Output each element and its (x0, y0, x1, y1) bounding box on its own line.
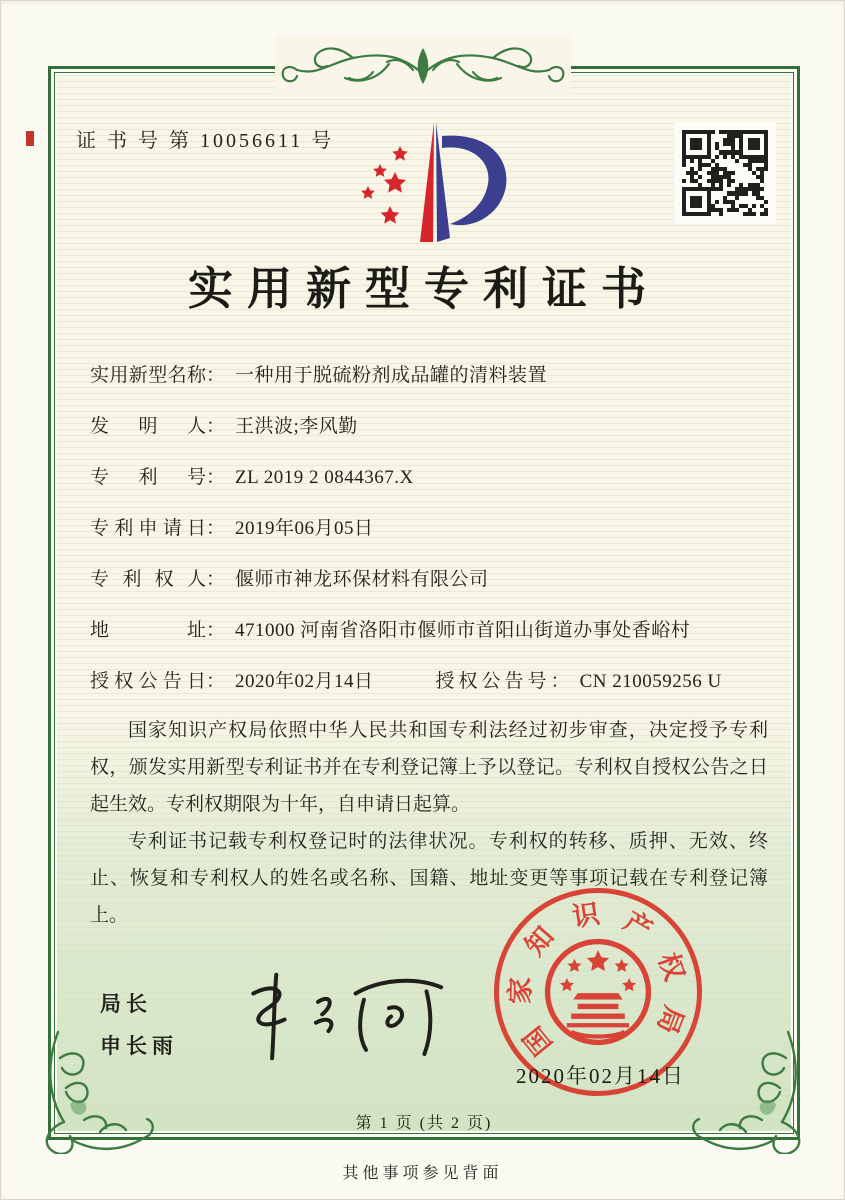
field-grant-number: 授权公告号 ： CN 210059256 U (436, 668, 722, 695)
field-utility-model-name: 实用新型名称 ： 一种用于脱硫粉剂成品罐的清料装置 (90, 362, 768, 413)
field-label: 专利申请日 (90, 518, 206, 539)
patent-fields (90, 362, 768, 719)
field-label: 发明人 (90, 416, 206, 437)
seal-character: 权 (652, 949, 690, 985)
field-patent-number: 专利号 ： ZL 2019 2 0844367.X (90, 464, 768, 515)
legal-text (90, 712, 768, 934)
signer-title: 局长 (100, 992, 152, 1016)
field-value: CN 210059256 U (579, 671, 722, 692)
seal-character: 识 (570, 898, 602, 933)
back-side-note: 其他事项参见背面 (342, 1165, 503, 1182)
field-label: 授权公告号 (435, 671, 551, 692)
field-address: 地址 ： 471000 河南省洛阳市偃师市首阳山街道办事处香峪村 (90, 617, 768, 668)
dragon-ornament-icon (211, 36, 635, 98)
certificate-title: 实用新型专利证书 (187, 264, 660, 314)
signer-name: 申长雨 (100, 1034, 178, 1058)
floral-corner-ornament-icon (36, 1026, 154, 1154)
field-label: 地址 (90, 620, 206, 641)
page-number: 第 1 页 (共 2 页) (355, 1115, 493, 1132)
field-grant-date: 授权公告日 ： 2020年02月14日 授权公告号 ： CN 210059256 U (90, 668, 768, 719)
field-value: 2019年06月05日 (235, 518, 374, 539)
registration-mark (26, 131, 34, 146)
field-value: ZL 2019 2 0844367.X (235, 467, 414, 488)
field-label: 专利号 (90, 467, 206, 488)
qr-code-pattern (682, 130, 768, 216)
seal-character: 知 (519, 921, 560, 962)
field-filing-date: 专利申请日 ： 2019年06月05日 (90, 515, 768, 566)
floral-corner-ornament-icon (692, 1026, 810, 1154)
field-value: 一种用于脱硫粉剂成品罐的清料装置 (235, 365, 548, 386)
field-value: 2020年02月14日 (235, 671, 374, 692)
director-signature-icon (222, 962, 462, 1072)
field-patentee: 专利权人 ： 偃师市神龙环保材料有限公司 (90, 566, 768, 617)
field-value: 471000 河南省洛阳市偃师市首阳山街道办事处香峪村 (235, 620, 691, 641)
field-inventor: 发明人 ： 王洪波;李风勤 (90, 413, 768, 464)
field-label: 专利权人 (90, 569, 206, 590)
field-value: 偃师市神龙环保材料有限公司 (235, 569, 489, 590)
field-value: 王洪波;李风勤 (235, 416, 358, 437)
field-label: 实用新型名称 (90, 365, 206, 386)
seal-character: 家 (505, 976, 536, 1005)
seal-character: 局 (651, 1001, 690, 1038)
seal-character: 国 (517, 1020, 558, 1061)
seal-character: 产 (618, 905, 658, 946)
cnipa-logo-icon (338, 114, 522, 254)
certificate-number: 证 书 号 第 10056611 号 (76, 130, 335, 152)
legal-paragraph-2: 专利证书记载专利权登记时的法律状况。专利权的转移、质押、无效、终止、恢复和专利权人的姓名或名称、国籍、地址变更等事项记载在专利登记簿上。 (90, 831, 768, 926)
seal-date: 2020年02月14日 (516, 1064, 685, 1088)
qr-code (674, 122, 776, 224)
field-label: 授权公告日 (90, 671, 206, 692)
legal-paragraph-1: 国家知识产权局依照中华人民共和国专利法经过初步审查，决定授予专利权，颁发实用新型专利证书并在专利登记簿上予以登记。专利权自授权公告之日起生效。专利权期限为十年，自申请日起算。 (90, 720, 768, 815)
national-emblem-icon (539, 933, 657, 1051)
